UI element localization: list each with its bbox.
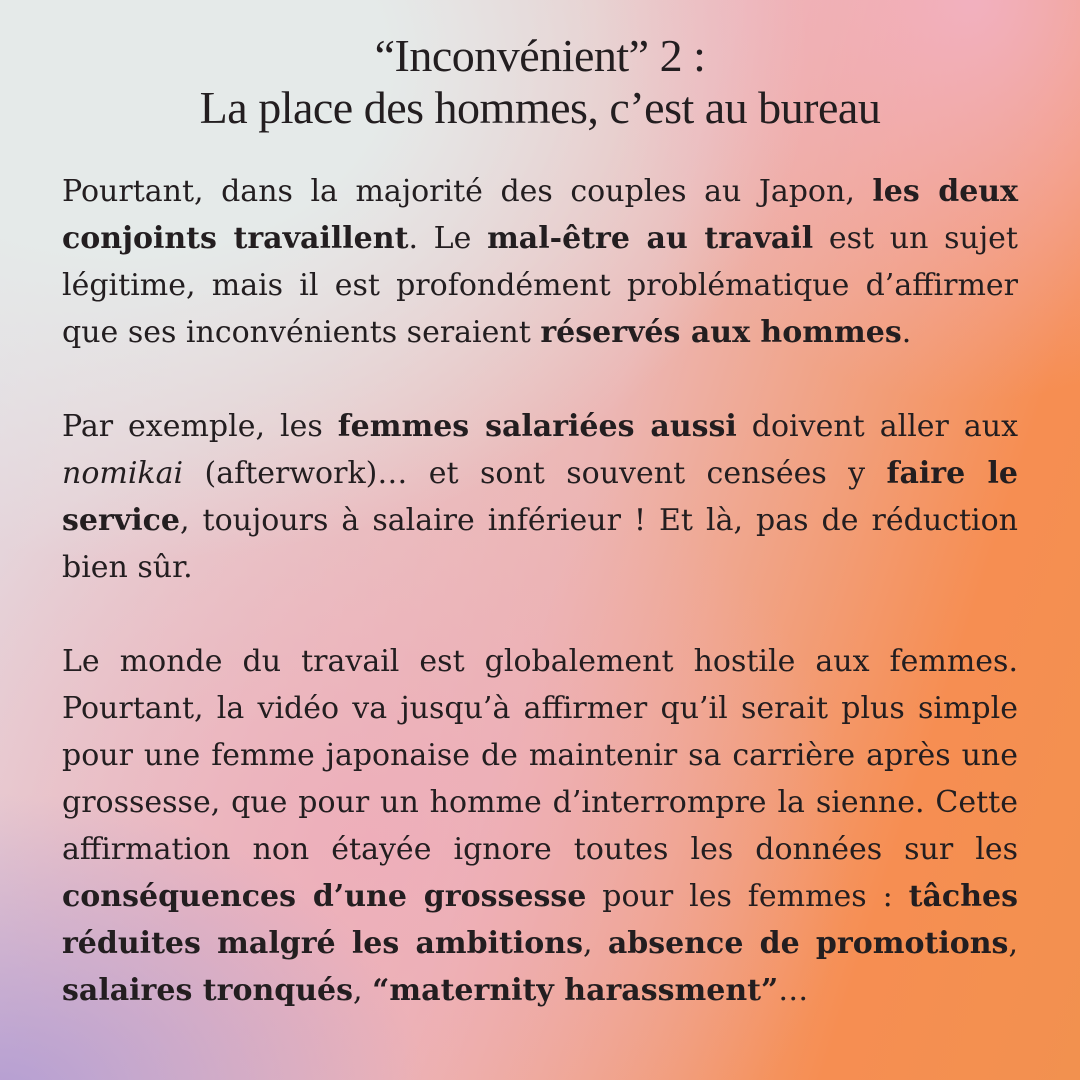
text-run: Le monde du travail est globalement hostile aux femmes. Pourtant, la vidéo va jusqu’à affirmer qu’il serait plus simple pour une femme japonaise de maintenir sa carrière après une grossesse, que pour un homme d’interrompre la sienne. Cette affirmation non étayée ignore toutes les données sur les [62,643,1018,867]
text-run: , [353,972,373,1008]
paragraph [62,403,1018,591]
page-title [62,30,1018,134]
bold-run: réservés aux hommes [540,314,902,350]
text-run: Par exemple, les [62,408,338,444]
bold-run: femmes salariées aussi [337,408,737,444]
text-run: , [582,925,608,961]
slide-header [62,30,1018,134]
title-line-2: La place des hommes, c’est au bureau [199,81,881,133]
text-run: (afterwork)… et sont souvent censées y [183,455,887,491]
bold-run: mal-être au travail [487,220,814,256]
paragraph [62,638,1018,1014]
text-run: pour les femmes : [586,878,909,914]
text-run: , toujours à salaire inférieur ! Et là, pas de réduction bien sûr. [62,502,1018,585]
text-run: est un sujet légitime, mais il est profondément problématique d’affirmer que ses inconvénients seraient [62,220,1018,350]
paragraph [62,168,1018,356]
text-run: doivent aller aux [736,408,1018,444]
bold-run: salaires tronqués [62,972,354,1008]
bold-run: conséquences d’une grossesse [62,878,587,914]
title-line-1: “Inconvénient” 2 : [374,30,706,81]
bold-run: absence de promotions [607,925,1009,961]
text-run: Pourtant, dans la majorité des couples au Japon, [62,173,873,209]
text-run: … [778,972,809,1008]
italic-run: nomikai [62,455,184,491]
text-run: . Le [408,220,488,256]
text-run: , [1008,925,1018,961]
body-text [62,168,1018,1014]
text-run: . [901,314,912,350]
bold-run: “maternity harassment” [372,972,779,1008]
bold-run: tâches réduites malgré les ambitions [62,878,1018,961]
bold-run: les deux conjoints travaillent [62,173,1018,256]
bold-run: faire le service [62,455,1019,538]
